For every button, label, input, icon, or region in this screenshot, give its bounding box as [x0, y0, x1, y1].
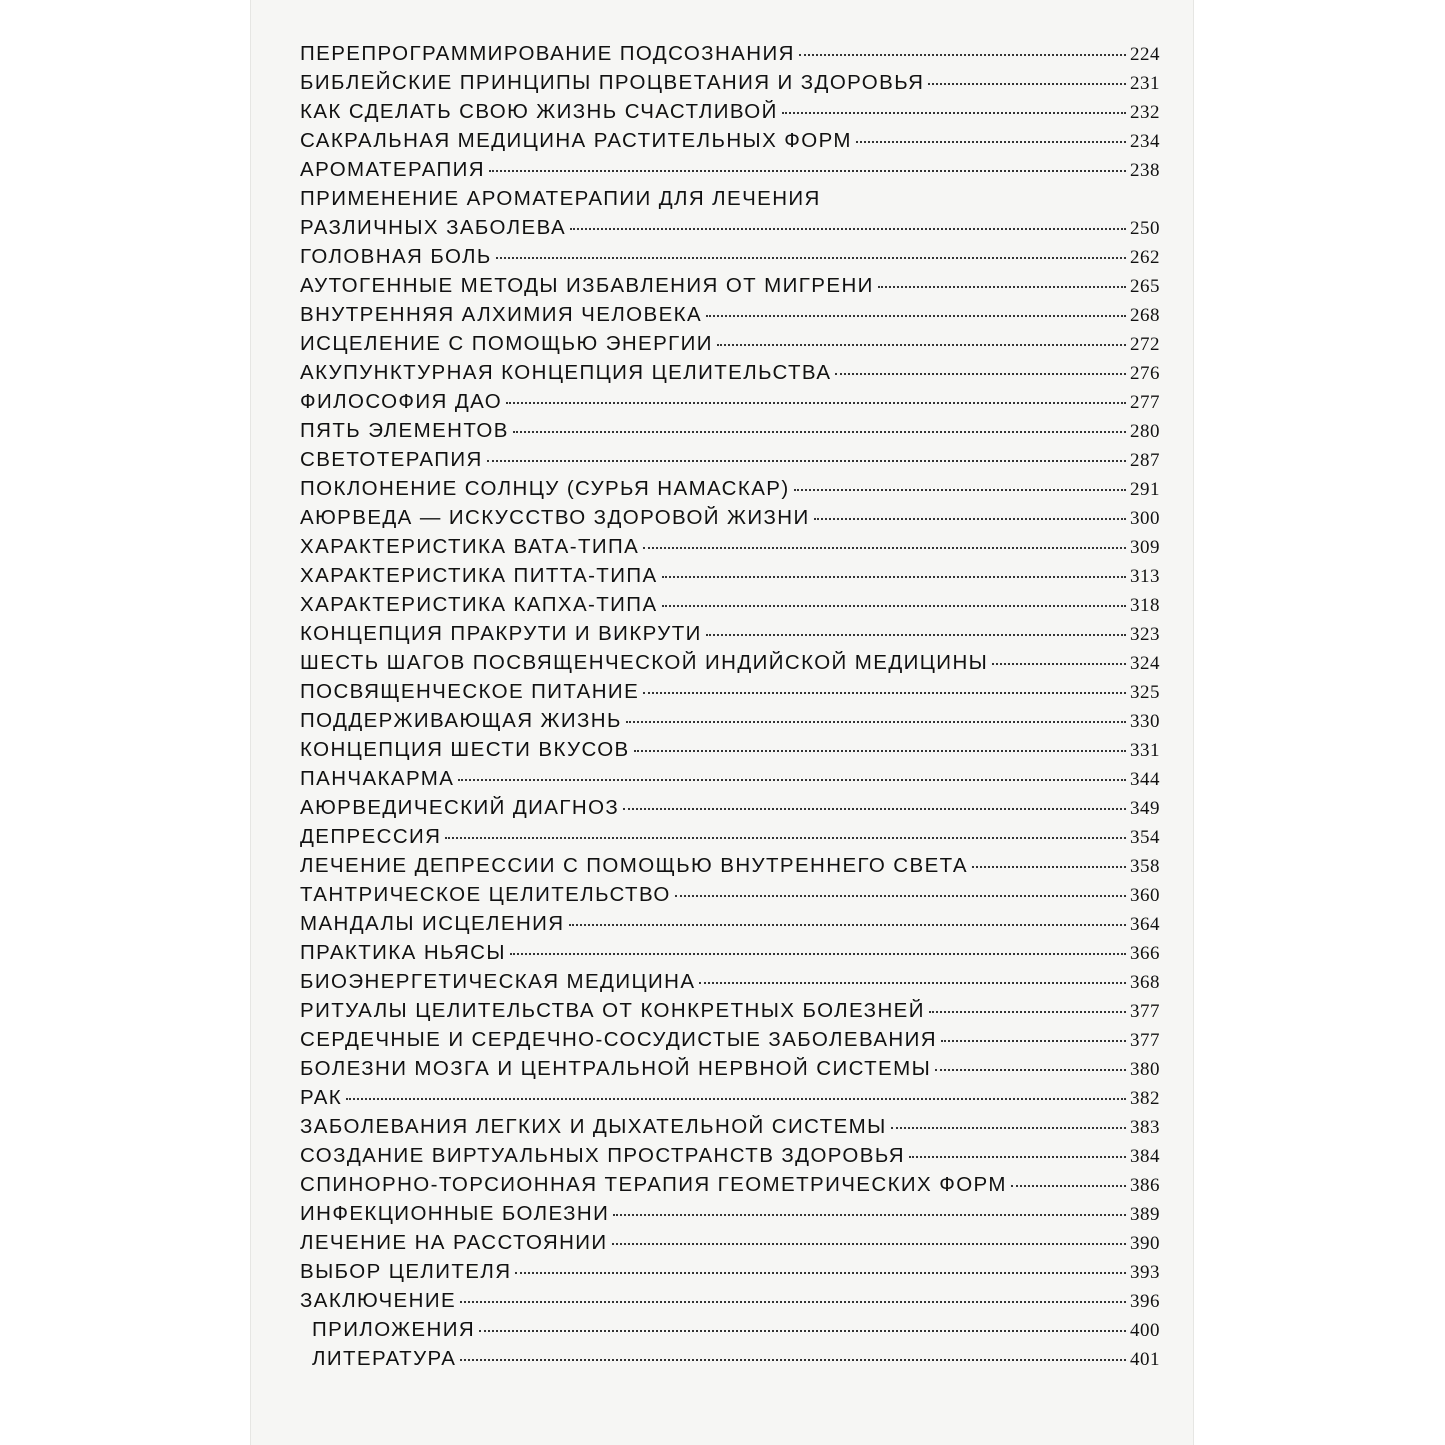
toc-entry-title: ПОСВЯЩЕНЧЕСКОЕ ПИТАНИЕ — [300, 680, 640, 703]
toc-entry — [300, 680, 1160, 709]
toc-entry — [300, 1028, 1160, 1057]
toc-entry-page-number: 277 — [1130, 392, 1160, 413]
toc-entry-page-number: 238 — [1130, 160, 1160, 181]
toc-entry-title: ШЕСТЬ ШАГОВ ПОСВЯЩЕНЧЕСКОЙ ИНДИЙСКОЙ МЕДИЦИНЫ — [300, 651, 989, 674]
toc-entry — [300, 1057, 1160, 1086]
toc-entry-page-number: 234 — [1130, 131, 1160, 152]
toc-entry-page-number: 265 — [1130, 276, 1160, 297]
dot-leader — [909, 1156, 1126, 1158]
toc-entry — [300, 912, 1160, 941]
dot-leader — [799, 54, 1126, 56]
toc-entry-page-number: 383 — [1130, 1117, 1160, 1138]
toc-entry — [300, 187, 1160, 216]
toc-entry-title: ЗАБОЛЕВАНИЯ ЛЕГКИХ И ДЫХАТЕЛЬНОЙ СИСТЕМЫ — [300, 1115, 887, 1138]
dot-leader — [1011, 1185, 1126, 1187]
toc-entry — [300, 1318, 1160, 1347]
dot-leader — [569, 924, 1126, 926]
toc-entry — [300, 506, 1160, 535]
toc-entry — [300, 651, 1160, 680]
dot-leader — [706, 315, 1126, 317]
dot-leader — [458, 779, 1126, 781]
toc-entry-title: САКРАЛЬНАЯ МЕДИЦИНА РАСТИТЕЛЬНЫХ ФОРМ — [300, 129, 852, 152]
toc-entry-title: ХАРАКТЕРИСТИКА ПИТТА-ТИПА — [300, 564, 658, 587]
toc-entry-title: ПАНЧАКАРМА — [300, 767, 455, 790]
toc-entry — [300, 1231, 1160, 1260]
dot-leader — [613, 1214, 1126, 1216]
toc-entry — [300, 970, 1160, 999]
toc-entry-page-number: 377 — [1130, 1030, 1160, 1051]
toc-entry-title: КАК СДЕЛАТЬ СВОЮ ЖИЗНЬ СЧАСТЛИВОЙ — [300, 100, 778, 123]
toc-entry-page-number: 330 — [1130, 711, 1160, 732]
dot-leader — [856, 141, 1126, 143]
toc-entry-page-number: 272 — [1130, 334, 1160, 355]
toc-entry-page-number: 262 — [1130, 247, 1160, 268]
toc-entry-page-number: 390 — [1130, 1233, 1160, 1254]
dot-leader — [510, 953, 1126, 955]
dot-leader — [928, 83, 1126, 85]
toc-entry-title: АЮРВЕДИЧЕСКИЙ ДИАГНОЗ — [300, 796, 620, 819]
dot-leader — [699, 982, 1126, 984]
toc-entry-title: СВЕТОТЕРАПИЯ — [300, 448, 483, 471]
dot-leader — [929, 1011, 1126, 1013]
toc-entry-title: ПЯТЬ ЭЛЕМЕНТОВ — [300, 419, 509, 442]
toc-entry-page-number: 280 — [1130, 421, 1160, 442]
toc-entry-title: БИБЛЕЙСКИЕ ПРИНЦИПЫ ПРОЦВЕТАНИЯ И ЗДОРОВЬЯ — [300, 71, 925, 94]
toc-entry-page-number: 389 — [1130, 1204, 1160, 1225]
toc-entry-page-number: 386 — [1130, 1175, 1160, 1196]
toc-entry-title: АЮРВЕДА — ИСКУССТВО ЗДОРОВОЙ ЖИЗНИ — [300, 506, 810, 529]
toc-entry — [300, 622, 1160, 651]
toc-entry-page-number: 331 — [1130, 740, 1160, 761]
toc-entry — [300, 738, 1160, 767]
toc-entry-page-number: 324 — [1130, 653, 1160, 674]
toc-entry-title: ПЕРЕПРОГРАММИРОВАНИЕ ПОДСОЗНАНИЯ — [300, 42, 795, 65]
toc-entry-page-number: 287 — [1130, 450, 1160, 471]
toc-entry-page-number: 250 — [1130, 218, 1160, 239]
toc-entry-page-number: 344 — [1130, 769, 1160, 790]
dot-leader — [496, 257, 1126, 259]
dot-leader — [489, 170, 1126, 172]
dot-leader — [675, 895, 1126, 897]
toc-entry — [300, 71, 1160, 100]
toc-entry — [300, 999, 1160, 1028]
toc-entry-page-number: 354 — [1130, 827, 1160, 848]
toc-entry-title: РИТУАЛЫ ЦЕЛИТЕЛЬСТВА ОТ КОНКРЕТНЫХ БОЛЕЗНЕЙ — [300, 999, 925, 1022]
toc-entry-title: ПРИМЕНЕНИЕ АРОМАТЕРАПИИ ДЛЯ ЛЕЧЕНИЯ — [300, 187, 821, 210]
toc-entry-title: БИОЭНЕРГЕТИЧЕСКАЯ МЕДИЦИНА — [300, 970, 696, 993]
dot-leader — [487, 460, 1126, 462]
toc-entry-title: РАК — [300, 1086, 343, 1109]
dot-leader — [972, 866, 1126, 868]
toc-entry-title: ИНФЕКЦИОННЫЕ БОЛЕЗНИ — [300, 1202, 610, 1225]
toc-entry — [300, 216, 1160, 245]
toc-entry-title: АРОМАТЕРАПИЯ — [300, 158, 486, 181]
toc-entry — [300, 158, 1160, 187]
toc-entry-title: РАЗЛИЧНЫХ ЗАБОЛЕВА — [300, 216, 567, 239]
toc-entry — [300, 564, 1160, 593]
dot-leader — [662, 605, 1126, 607]
dot-leader — [662, 576, 1126, 578]
toc-entry-title: МАНДАЛЫ ИСЦЕЛЕНИЯ — [300, 912, 565, 935]
toc-entry — [300, 941, 1160, 970]
toc-entry-page-number: 224 — [1130, 44, 1160, 65]
toc-entry — [300, 448, 1160, 477]
toc-entry-title: ПРИЛОЖЕНИЯ — [312, 1318, 476, 1341]
toc-entry-title: ПОДДЕРЖИВАЮЩАЯ ЖИЗНЬ — [300, 709, 622, 732]
toc-entry-page-number: 325 — [1130, 682, 1160, 703]
toc-entry — [300, 477, 1160, 506]
dot-leader — [634, 750, 1126, 752]
toc-entry-title: КОНЦЕПЦИЯ ШЕСТИ ВКУСОВ — [300, 738, 630, 761]
toc-entry — [300, 1086, 1160, 1115]
toc-entry — [300, 1260, 1160, 1289]
toc-entry — [300, 42, 1160, 71]
toc-entry-title: ВЫБОР ЦЕЛИТЕЛЯ — [300, 1260, 512, 1283]
dot-leader — [346, 1098, 1126, 1100]
toc-entry — [300, 767, 1160, 796]
toc-entry-title: ЛИТЕРАТУРА — [312, 1347, 457, 1370]
toc-entry — [300, 1347, 1160, 1376]
toc-entry — [300, 1115, 1160, 1144]
dot-leader — [445, 837, 1126, 839]
table-of-contents — [300, 42, 1160, 1376]
toc-entry-page-number: 382 — [1130, 1088, 1160, 1109]
toc-entry-page-number: 380 — [1130, 1059, 1160, 1080]
toc-entry — [300, 390, 1160, 419]
toc-entry — [300, 535, 1160, 564]
toc-entry-title: ЛЕЧЕНИЕ ДЕПРЕССИИ С ПОМОЩЬЮ ВНУТРЕННЕГО СВЕТА — [300, 854, 968, 877]
toc-entry — [300, 1202, 1160, 1231]
toc-entry-page-number: 318 — [1130, 595, 1160, 616]
dot-leader — [513, 431, 1126, 433]
dot-leader — [643, 547, 1126, 549]
toc-entry-title: СПИНОРНО-ТОРСИОННАЯ ТЕРАПИЯ ГЕОМЕТРИЧЕСКИХ ФОРМ — [300, 1173, 1007, 1196]
toc-entry-title: ТАНТРИЧЕСКОЕ ЦЕЛИТЕЛЬСТВО — [300, 883, 671, 906]
dot-leader — [515, 1272, 1126, 1274]
toc-entry-page-number: 364 — [1130, 914, 1160, 935]
toc-entry — [300, 709, 1160, 738]
dot-leader — [706, 634, 1126, 636]
toc-entry — [300, 419, 1160, 448]
toc-entry — [300, 593, 1160, 622]
toc-entry-page-number: 309 — [1130, 537, 1160, 558]
toc-entry-page-number: 400 — [1130, 1320, 1160, 1341]
dot-leader — [935, 1069, 1126, 1071]
toc-entry-page-number: 349 — [1130, 798, 1160, 819]
toc-entry — [300, 332, 1160, 361]
dot-leader — [891, 1127, 1126, 1129]
toc-entry — [300, 825, 1160, 854]
toc-entry-page-number: 323 — [1130, 624, 1160, 645]
toc-entry-title: СЕРДЕЧНЫЕ И СЕРДЕЧНО-СОСУДИСТЫЕ ЗАБОЛЕВАНИЯ — [300, 1028, 937, 1051]
toc-entry-page-number: 268 — [1130, 305, 1160, 326]
toc-entry — [300, 303, 1160, 332]
toc-entry — [300, 129, 1160, 158]
dot-leader — [941, 1040, 1126, 1042]
toc-entry-page-number: 360 — [1130, 885, 1160, 906]
toc-entry-title: БОЛЕЗНИ МОЗГА И ЦЕНТРАЛЬНОЙ НЕРВНОЙ СИСТЕМЫ — [300, 1057, 932, 1080]
dot-leader — [717, 344, 1126, 346]
toc-entry — [300, 1289, 1160, 1318]
toc-entry-page-number: 401 — [1130, 1349, 1160, 1370]
toc-entry-page-number: 393 — [1130, 1262, 1160, 1283]
toc-entry-title: ГОЛОВНАЯ БОЛЬ — [300, 245, 492, 268]
toc-entry-title: ДЕПРЕССИЯ — [300, 825, 442, 848]
toc-entry — [300, 100, 1160, 129]
dot-leader — [835, 373, 1126, 375]
dot-leader — [479, 1330, 1126, 1332]
toc-entry-title: ПРАКТИКА НЬЯСЫ — [300, 941, 506, 964]
toc-entry-page-number: 291 — [1130, 479, 1160, 500]
toc-entry-page-number: 377 — [1130, 1001, 1160, 1022]
dot-leader — [814, 518, 1126, 520]
toc-entry — [300, 274, 1160, 303]
toc-entry — [300, 854, 1160, 883]
toc-entry — [300, 883, 1160, 912]
toc-entry-page-number: 384 — [1130, 1146, 1160, 1167]
toc-entry-title: ЗАКЛЮЧЕНИЕ — [300, 1289, 457, 1312]
dot-leader — [878, 286, 1126, 288]
dot-leader — [992, 663, 1126, 665]
toc-entry-title: ИСЦЕЛЕНИЕ С ПОМОЩЬЮ ЭНЕРГИИ — [300, 332, 713, 355]
dot-leader — [612, 1243, 1126, 1245]
toc-entry-page-number: 300 — [1130, 508, 1160, 529]
dot-leader — [782, 112, 1126, 114]
dot-leader — [623, 808, 1126, 810]
toc-entry-title: ПОКЛОНЕНИЕ СОЛНЦУ (СУРЬЯ НАМАСКАР) — [300, 477, 790, 500]
toc-entry — [300, 796, 1160, 825]
toc-entry-page-number: 368 — [1130, 972, 1160, 993]
toc-entry-page-number: 396 — [1130, 1291, 1160, 1312]
toc-entry-page-number: 313 — [1130, 566, 1160, 587]
toc-entry-page-number: 358 — [1130, 856, 1160, 877]
toc-entry-page-number: 231 — [1130, 73, 1160, 94]
toc-entry-page-number: 366 — [1130, 943, 1160, 964]
dot-leader — [460, 1359, 1126, 1361]
toc-entry — [300, 361, 1160, 390]
toc-entry — [300, 1173, 1160, 1202]
toc-entry-page-number: 276 — [1130, 363, 1160, 384]
toc-entry-title: ХАРАКТЕРИСТИКА ВАТА-ТИПА — [300, 535, 640, 558]
toc-entry-title: ФИЛОСОФИЯ ДАО — [300, 390, 503, 413]
toc-entry-title: КОНЦЕПЦИЯ ПРАКРУТИ И ВИКРУТИ — [300, 622, 702, 645]
dot-leader — [794, 489, 1126, 491]
dot-leader — [643, 692, 1126, 694]
dot-leader — [506, 402, 1126, 404]
dot-leader — [570, 228, 1126, 230]
dot-leader — [626, 721, 1126, 723]
toc-entry-title: АУТОГЕННЫЕ МЕТОДЫ ИЗБАВЛЕНИЯ ОТ МИГРЕНИ — [300, 274, 874, 297]
toc-entry-title: СОЗДАНИЕ ВИРТУАЛЬНЫХ ПРОСТРАНСТВ ЗДОРОВЬЯ — [300, 1144, 905, 1167]
toc-entry — [300, 1144, 1160, 1173]
toc-entry-title: ВНУТРЕННЯЯ АЛХИМИЯ ЧЕЛОВЕКА — [300, 303, 703, 326]
toc-entry-title: АКУПУНКТУРНАЯ КОНЦЕПЦИЯ ЦЕЛИТЕЛЬСТВА — [300, 361, 832, 384]
toc-entry-page-number: 232 — [1130, 102, 1160, 123]
dot-leader — [460, 1301, 1126, 1303]
toc-entry-title: ХАРАКТЕРИСТИКА КАПХА-ТИПА — [300, 593, 658, 616]
toc-entry-title: ЛЕЧЕНИЕ НА РАССТОЯНИИ — [300, 1231, 608, 1254]
toc-entry — [300, 245, 1160, 274]
